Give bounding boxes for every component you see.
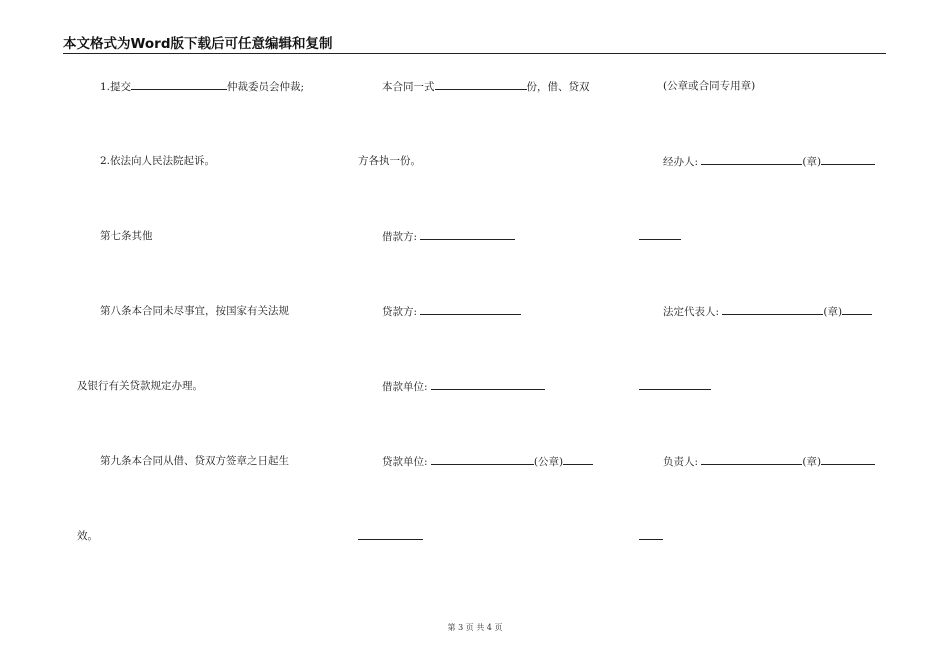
person-in-charge-label: 负责人: (663, 456, 699, 468)
lending-unit-line (382, 454, 593, 469)
legal-representative-blank (722, 304, 823, 315)
clause-arbitration-prefix: 1.提交 (100, 81, 132, 93)
arbitration-committee-blank (131, 79, 227, 90)
borrower-line (382, 229, 515, 244)
right-continuation-blank-3 (639, 529, 663, 540)
person-in-charge-seal-mark: (章) (802, 456, 822, 468)
lending-unit-blank (431, 454, 534, 465)
right-continuation-blank-line-1 (639, 229, 681, 244)
copies-clause-continuation: 方各执一份。 (358, 155, 421, 167)
page-header-title: 本文格式为Word版下载后可任意编辑和复制 (63, 36, 333, 52)
borrowing-unit-line (382, 379, 545, 394)
copies-prefix: 本合同一式 (382, 81, 435, 93)
article-nine-line2: 效。 (77, 530, 98, 542)
legal-representative-trailing-blank (842, 304, 872, 315)
article-eight-line2: 及银行有关贷款规定办理。 (77, 380, 203, 392)
person-in-charge-line (663, 454, 875, 469)
borrowing-unit-blank (431, 379, 545, 390)
handler-line (663, 154, 875, 169)
handler-trailing-blank (821, 154, 875, 165)
legal-representative-label: 法定代表人: (663, 306, 720, 318)
handler-label: 经办人: (663, 156, 699, 168)
borrower-blank (420, 229, 515, 240)
person-in-charge-blank (701, 454, 802, 465)
right-continuation-blank-line-3 (639, 529, 663, 544)
right-continuation-blank-1 (639, 229, 681, 240)
person-in-charge-trailing-blank (821, 454, 875, 465)
page-number: 第 3 页 共 4 页 (447, 623, 503, 632)
middle-continuation-blank-line (358, 529, 423, 544)
official-seal-mark: (公章) (533, 456, 564, 468)
clause-arbitration-line (100, 79, 304, 94)
legal-representative-seal-mark: (章) (823, 306, 843, 318)
handler-seal-mark: (章) (802, 156, 822, 168)
handler-blank (701, 154, 802, 165)
article-eight-line1: 第八条本合同未尽事宜，按国家有关法规 (100, 305, 289, 317)
clause-litigation-line: 2.依法向人民法院起诉。 (100, 155, 216, 167)
header-divider (63, 53, 886, 54)
middle-continuation-blank (358, 529, 423, 540)
clause-arbitration-suffix: 仲裁委员会仲裁; (227, 81, 305, 93)
lending-unit-label: 贷款单位: (382, 456, 428, 468)
lending-unit-trailing-blank (563, 454, 593, 465)
right-continuation-blank-line-2 (639, 379, 711, 394)
lender-line (382, 304, 521, 319)
lender-blank (420, 304, 521, 315)
borrowing-unit-label: 借款单位: (382, 381, 428, 393)
legal-representative-line (663, 304, 872, 319)
borrower-label: 借款方: (382, 231, 418, 243)
article-seven-heading: 第七条其他 (100, 230, 153, 242)
lender-label: 贷款方: (382, 306, 418, 318)
seal-note: (公章或合同专用章) (663, 80, 756, 92)
copies-clause-line (382, 79, 590, 94)
article-nine-line1: 第九条本合同从借、贷双方签章之日起生 (100, 455, 289, 467)
copies-count-blank (435, 79, 527, 90)
copies-suffix: 份，借、贷双 (526, 81, 590, 93)
right-continuation-blank-2 (639, 379, 711, 390)
